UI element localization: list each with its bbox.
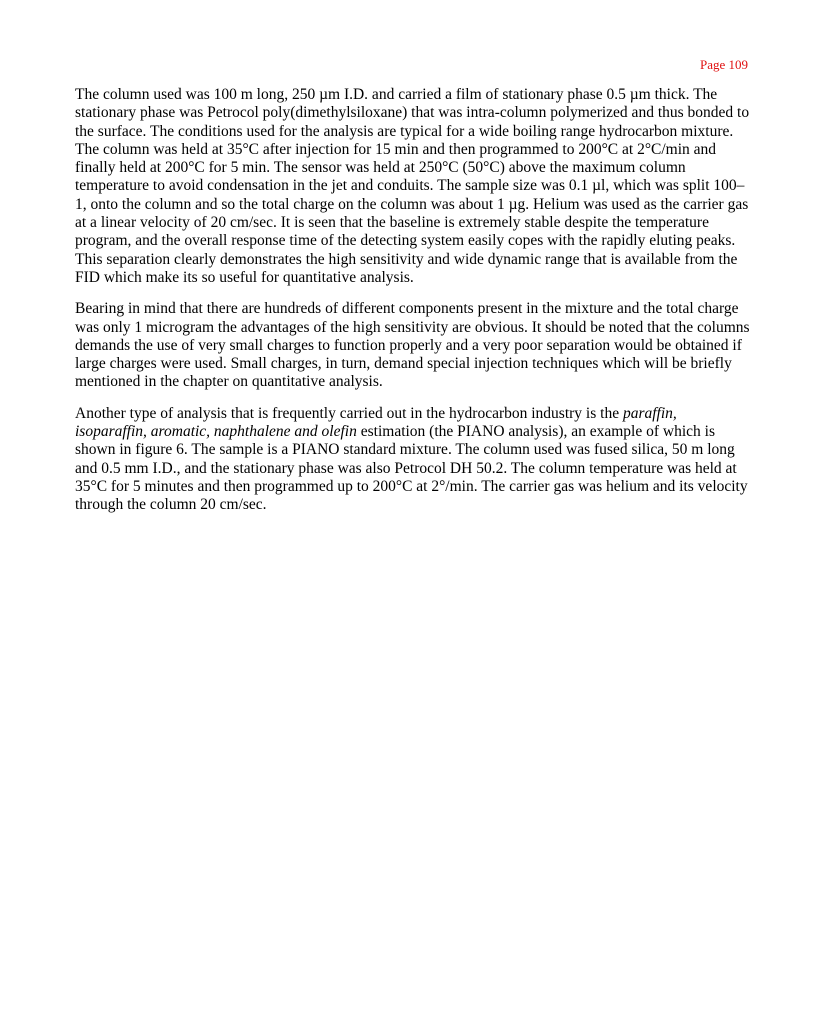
paragraph-sample-charge: Bearing in mind that there are hundreds of different components present in the mixture and the total charge was only 1 microgram the advantages of the high sensitivity are obvious. It should be noted that the columns demands the use of very small charges to function properly and a very poor separation would be obtained if large charges were used. Small charges, in turn, demand special injection techniques which will be briefly mentioned in the chapter on quantitative analysis. (75, 300, 750, 391)
paragraph-text-segment: estimation (the PIANO analysis), an example of which is shown in figure 6. The sample is a PIANO standard mixture. The column used was fused silica, 50 m long and 0.5 mm I.D., and the stationary phase was also Petrocol DH 50.2. The column temperature was held at 35°C for 5 minutes and then programmed up to 200°C at 2°/min. The carrier gas was helium and its velocity through the column 20 cm/sec. (75, 423, 748, 514)
piano-italic-phrase: paraffin, isoparaffin, aromatic, naphthalene and olefin (75, 404, 677, 441)
paragraph-column-conditions: The column used was 100 m long, 250 µm I.D. and carried a film of stationary phase 0.5 µm thick. The stationary phase was Petrocol poly(dimethylsiloxane) that was intra-column polymerized and thus bonded to the surface. The conditions used for the analysis are typical for a wide boiling range hydrocarbon mixture. The column was held at 35°C after injection for 15 min and then programmed to 200°C at 2°C/min and finally held at 200°C for 5 min. The sensor was held at 250°C (50°C) above the maximum column temperature to avoid condensation in the jet and conduits. The sample size was 0.1 µl, which was split 100–1, onto the column and so the total charge on the column was about 1 µg. Helium was used as the carrier gas at a linear velocity of 20 cm/sec. It is seen that the baseline is extremely stable despite the temperature program, and the overall response time of the detecting system easily copes with the rapidly eluting peaks. This separation clearly demonstrates the high sensitivity and wide dynamic range that is available from the FID which make its so useful for quantitative analysis. (75, 86, 750, 286)
paragraph-piano-analysis (75, 405, 751, 515)
page-number: Page 109 (699, 57, 748, 72)
document-body (75, 86, 751, 528)
paragraph-text-segment: Another type of analysis that is frequently carried out in the hydrocarbon industry is the (75, 404, 623, 422)
